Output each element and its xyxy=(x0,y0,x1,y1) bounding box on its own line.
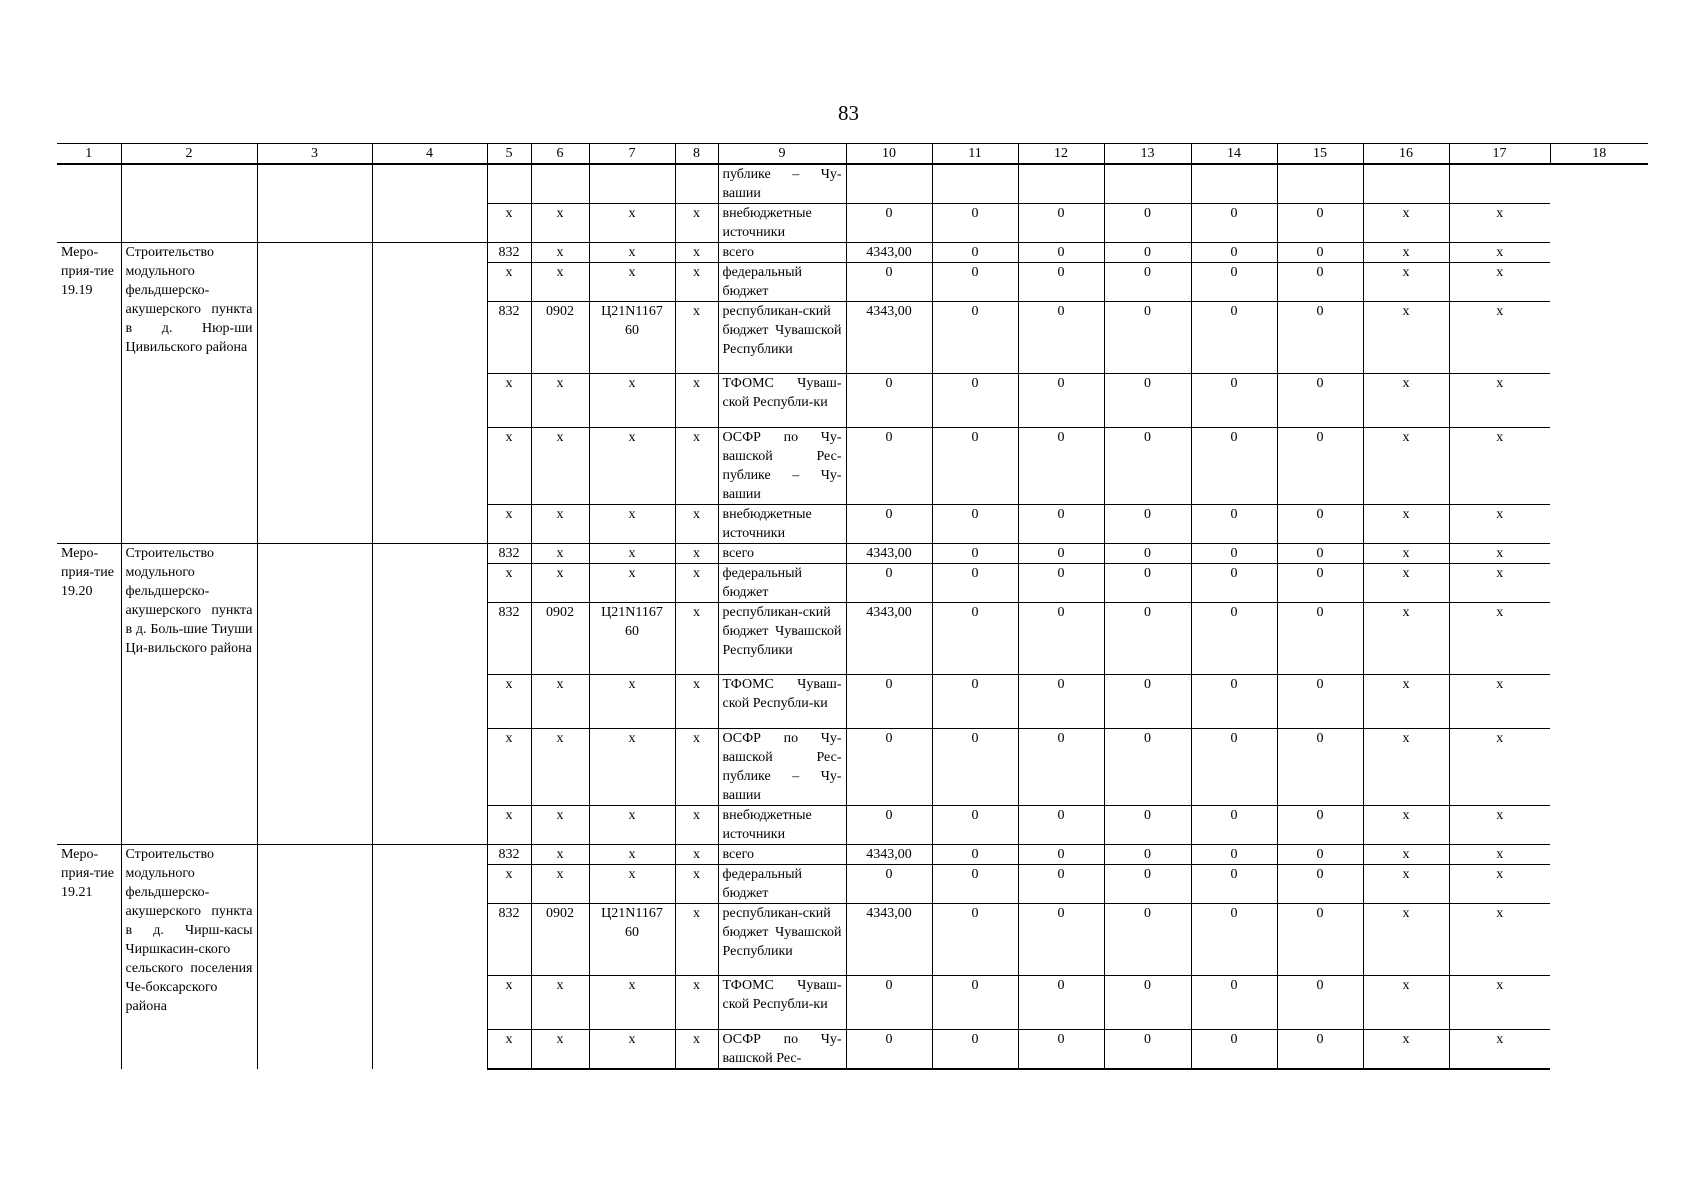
cell-col4 xyxy=(372,544,487,845)
cell-value-col17: х xyxy=(1449,302,1550,374)
cell-value-col13: 0 xyxy=(1104,806,1191,845)
cell-section: х xyxy=(531,505,589,544)
cell-value-col16: х xyxy=(1363,806,1449,845)
cell-value-col14: 0 xyxy=(1191,204,1277,243)
cell-expense-group: х xyxy=(675,544,718,564)
cell-value-col15: 0 xyxy=(1277,865,1363,904)
cell-value-col17: х xyxy=(1449,865,1550,904)
cell-grbs: х xyxy=(487,729,531,806)
cell-target-article: х xyxy=(589,263,675,302)
cell-value-col11 xyxy=(932,164,1018,204)
cell-value-col10 xyxy=(846,164,932,204)
cell-value-col12 xyxy=(1018,164,1104,204)
cell-grbs: х xyxy=(487,374,531,428)
cell-value-col10: 0 xyxy=(846,374,932,428)
cell-value-col15: 0 xyxy=(1277,806,1363,845)
cell-value-col12: 0 xyxy=(1018,675,1104,729)
cell-value-col12: 0 xyxy=(1018,806,1104,845)
cell-value-col15 xyxy=(1277,164,1363,204)
cell-col3 xyxy=(257,845,372,1070)
cell-section: х xyxy=(531,243,589,263)
column-header-15: 15 xyxy=(1277,144,1363,165)
column-header-18: 18 xyxy=(1550,144,1648,165)
cell-value-col14: 0 xyxy=(1191,675,1277,729)
cell-value-col11: 0 xyxy=(932,544,1018,564)
cell-funding-source: внебюджетные источники xyxy=(718,806,846,845)
cell-value-col17: х xyxy=(1449,374,1550,428)
cell-value-col13: 0 xyxy=(1104,564,1191,603)
cell-target-article: х xyxy=(589,806,675,845)
cell-value-col17: х xyxy=(1449,904,1550,976)
page-number: 83 xyxy=(838,101,859,125)
cell-value-col14: 0 xyxy=(1191,428,1277,505)
cell-grbs: х xyxy=(487,976,531,1030)
cell-value-col11: 0 xyxy=(932,865,1018,904)
table-row xyxy=(57,243,1648,263)
cell-col3 xyxy=(257,164,372,243)
table-row xyxy=(57,845,1648,865)
cell-value-col11: 0 xyxy=(932,243,1018,263)
column-header-17: 17 xyxy=(1449,144,1550,165)
cell-value-col10: 0 xyxy=(846,675,932,729)
cell-value-col14: 0 xyxy=(1191,263,1277,302)
table-row xyxy=(57,544,1648,564)
column-header-9: 9 xyxy=(718,144,846,165)
cell-value-col16: х xyxy=(1363,845,1449,865)
event-number: Меро-прия-тие 19.19 xyxy=(57,243,121,544)
cell-value-col12: 0 xyxy=(1018,263,1104,302)
cell-target-article: х xyxy=(589,675,675,729)
cell-value-col15: 0 xyxy=(1277,302,1363,374)
cell-value-col15: 0 xyxy=(1277,544,1363,564)
cell-section: х xyxy=(531,976,589,1030)
cell-value-col11: 0 xyxy=(932,904,1018,976)
cell-col1 xyxy=(57,164,121,243)
cell-value-col13: 0 xyxy=(1104,302,1191,374)
cell-value-col10: 0 xyxy=(846,976,932,1030)
cell-value-col13 xyxy=(1104,164,1191,204)
cell-value-col16: х xyxy=(1363,374,1449,428)
cell-value-col13: 0 xyxy=(1104,243,1191,263)
cell-grbs: 832 xyxy=(487,544,531,564)
cell-target-article: х xyxy=(589,1030,675,1070)
cell-value-col16: х xyxy=(1363,675,1449,729)
cell-section: х xyxy=(531,374,589,428)
cell-expense-group: х xyxy=(675,1030,718,1070)
cell-value-col10: 4343,00 xyxy=(846,544,932,564)
cell-target-article: х xyxy=(589,204,675,243)
cell-value-col17: х xyxy=(1449,675,1550,729)
cell-value-col10: 0 xyxy=(846,1030,932,1070)
cell-value-col11: 0 xyxy=(932,1030,1018,1070)
cell-section: х xyxy=(531,865,589,904)
cell-value-col11: 0 xyxy=(932,675,1018,729)
cell-value-col15: 0 xyxy=(1277,845,1363,865)
column-header-10: 10 xyxy=(846,144,932,165)
cell-value-col11: 0 xyxy=(932,806,1018,845)
column-header-13: 13 xyxy=(1104,144,1191,165)
cell-funding-source: ТФОМС Чуваш-ской Республи-ки xyxy=(718,976,846,1030)
cell-funding-source: ОСФР по Чу-вашской Рес-публике – Чу-вашии xyxy=(718,428,846,505)
cell-expense-group: х xyxy=(675,374,718,428)
cell-funding-source: ТФОМС Чуваш-ской Республи-ки xyxy=(718,675,846,729)
cell-grbs: х xyxy=(487,675,531,729)
cell-value-col10: 0 xyxy=(846,204,932,243)
cell-value-col16: х xyxy=(1363,544,1449,564)
cell-value-col10: 0 xyxy=(846,263,932,302)
cell-expense-group: х xyxy=(675,243,718,263)
cell-value-col13: 0 xyxy=(1104,428,1191,505)
cell-value-col14: 0 xyxy=(1191,865,1277,904)
column-header-1: 1 xyxy=(57,144,121,165)
cell-grbs xyxy=(487,164,531,204)
cell-section: х xyxy=(531,806,589,845)
cell-funding-source: федеральный бюджет xyxy=(718,564,846,603)
cell-value-col10: 4343,00 xyxy=(846,904,932,976)
cell-funding-source: всего xyxy=(718,845,846,865)
cell-value-col15: 0 xyxy=(1277,976,1363,1030)
column-header-12: 12 xyxy=(1018,144,1104,165)
cell-col4 xyxy=(372,164,487,243)
cell-value-col11: 0 xyxy=(932,302,1018,374)
cell-section: х xyxy=(531,675,589,729)
cell-grbs: 832 xyxy=(487,243,531,263)
cell-value-col12: 0 xyxy=(1018,428,1104,505)
cell-value-col16: х xyxy=(1363,976,1449,1030)
cell-value-col15: 0 xyxy=(1277,564,1363,603)
cell-funding-source: всего xyxy=(718,243,846,263)
cell-value-col13: 0 xyxy=(1104,845,1191,865)
cell-target-article: х xyxy=(589,374,675,428)
cell-target-article: х xyxy=(589,865,675,904)
cell-value-col10: 4343,00 xyxy=(846,243,932,263)
cell-funding-source: федеральный бюджет xyxy=(718,865,846,904)
cell-value-col12: 0 xyxy=(1018,904,1104,976)
cell-value-col13: 0 xyxy=(1104,505,1191,544)
cell-value-col14: 0 xyxy=(1191,544,1277,564)
cell-expense-group: х xyxy=(675,564,718,603)
cell-value-col16 xyxy=(1363,164,1449,204)
cell-expense-group: х xyxy=(675,603,718,675)
cell-expense-group: х xyxy=(675,806,718,845)
cell-value-col16: х xyxy=(1363,603,1449,675)
column-header-2: 2 xyxy=(121,144,257,165)
cell-section xyxy=(531,164,589,204)
cell-value-col10: 4343,00 xyxy=(846,845,932,865)
cell-expense-group: х xyxy=(675,729,718,806)
cell-value-col12: 0 xyxy=(1018,976,1104,1030)
cell-value-col11: 0 xyxy=(932,729,1018,806)
cell-value-col12: 0 xyxy=(1018,729,1104,806)
cell-value-col16: х xyxy=(1363,729,1449,806)
cell-funding-source: республикан-ский бюджет Чувашской Республики xyxy=(718,302,846,374)
cell-value-col10: 4343,00 xyxy=(846,302,932,374)
cell-value-col10: 0 xyxy=(846,564,932,603)
cell-section: 0902 xyxy=(531,904,589,976)
cell-value-col14: 0 xyxy=(1191,302,1277,374)
cell-grbs: 832 xyxy=(487,302,531,374)
cell-value-col12: 0 xyxy=(1018,1030,1104,1070)
cell-value-col14: 0 xyxy=(1191,806,1277,845)
event-name: Строительство модульного фельдшерско-акушерского пункта в д. Боль-шие Тиуши Ци-вильского района xyxy=(121,544,257,845)
cell-value-col15: 0 xyxy=(1277,243,1363,263)
cell-target-article xyxy=(589,164,675,204)
cell-col4 xyxy=(372,845,487,1070)
event-number: Меро-прия-тие 19.21 xyxy=(57,845,121,1070)
cell-value-col17: х xyxy=(1449,603,1550,675)
column-header-7: 7 xyxy=(589,144,675,165)
cell-value-col17: х xyxy=(1449,976,1550,1030)
cell-value-col12: 0 xyxy=(1018,505,1104,544)
cell-target-article: Ц21N1167 60 xyxy=(589,302,675,374)
cell-value-col17: х xyxy=(1449,564,1550,603)
cell-grbs: 832 xyxy=(487,603,531,675)
cell-value-col14: 0 xyxy=(1191,729,1277,806)
cell-value-col17: х xyxy=(1449,845,1550,865)
cell-value-col11: 0 xyxy=(932,428,1018,505)
cell-value-col13: 0 xyxy=(1104,263,1191,302)
cell-value-col17: х xyxy=(1449,729,1550,806)
cell-value-col11: 0 xyxy=(932,505,1018,544)
cell-value-col16: х xyxy=(1363,865,1449,904)
cell-value-col12: 0 xyxy=(1018,302,1104,374)
cell-value-col12: 0 xyxy=(1018,845,1104,865)
cell-value-col12: 0 xyxy=(1018,544,1104,564)
cell-value-col16: х xyxy=(1363,243,1449,263)
header-row xyxy=(57,144,1648,165)
cell-funding-source: публике – Чу-вашии xyxy=(718,164,846,204)
cell-value-col11: 0 xyxy=(932,603,1018,675)
cell-value-col11: 0 xyxy=(932,374,1018,428)
cell-value-col13: 0 xyxy=(1104,1030,1191,1070)
cell-section: х xyxy=(531,544,589,564)
cell-funding-source: республикан-ский бюджет Чувашской Республики xyxy=(718,603,846,675)
cell-value-col16: х xyxy=(1363,428,1449,505)
cell-value-col12: 0 xyxy=(1018,243,1104,263)
cell-target-article: Ц21N1167 60 xyxy=(589,603,675,675)
cell-value-col16: х xyxy=(1363,904,1449,976)
cell-grbs: 832 xyxy=(487,845,531,865)
cell-funding-source: всего xyxy=(718,544,846,564)
cell-value-col17 xyxy=(1449,164,1550,204)
cell-target-article: х xyxy=(589,729,675,806)
event-name: Строительство модульного фельдшерско-акушерского пункта в д. Нюр-ши Цивильского района xyxy=(121,243,257,544)
cell-funding-source: ТФОМС Чуваш-ской Республи-ки xyxy=(718,374,846,428)
cell-grbs: х xyxy=(487,263,531,302)
cell-section: х xyxy=(531,263,589,302)
cell-value-col13: 0 xyxy=(1104,976,1191,1030)
cell-value-col10: 0 xyxy=(846,729,932,806)
cell-expense-group: х xyxy=(675,845,718,865)
cell-value-col17: х xyxy=(1449,544,1550,564)
cell-value-col14: 0 xyxy=(1191,1030,1277,1070)
column-header-11: 11 xyxy=(932,144,1018,165)
cell-expense-group: х xyxy=(675,302,718,374)
cell-grbs: х xyxy=(487,564,531,603)
cell-value-col15: 0 xyxy=(1277,374,1363,428)
cell-section: х xyxy=(531,845,589,865)
cell-target-article: х xyxy=(589,544,675,564)
cell-value-col10: 0 xyxy=(846,806,932,845)
cell-value-col12: 0 xyxy=(1018,564,1104,603)
column-header-4: 4 xyxy=(372,144,487,165)
cell-value-col15: 0 xyxy=(1277,603,1363,675)
cell-col4 xyxy=(372,243,487,544)
cell-value-col16: х xyxy=(1363,505,1449,544)
cell-col2 xyxy=(121,164,257,243)
cell-value-col17: х xyxy=(1449,263,1550,302)
cell-expense-group: х xyxy=(675,865,718,904)
cell-value-col15: 0 xyxy=(1277,428,1363,505)
cell-value-col15: 0 xyxy=(1277,675,1363,729)
cell-section: 0902 xyxy=(531,302,589,374)
cell-value-col14: 0 xyxy=(1191,505,1277,544)
cell-value-col13: 0 xyxy=(1104,544,1191,564)
cell-funding-source: федеральный бюджет xyxy=(718,263,846,302)
cell-expense-group: х xyxy=(675,976,718,1030)
cell-target-article: х xyxy=(589,505,675,544)
cell-expense-group: х xyxy=(675,904,718,976)
cell-grbs: х xyxy=(487,204,531,243)
cell-value-col14: 0 xyxy=(1191,603,1277,675)
cell-value-col10: 0 xyxy=(846,428,932,505)
cell-value-col12: 0 xyxy=(1018,865,1104,904)
cell-value-col15: 0 xyxy=(1277,729,1363,806)
cell-value-col17: х xyxy=(1449,204,1550,243)
cell-section: х xyxy=(531,729,589,806)
cell-target-article: х xyxy=(589,428,675,505)
cell-value-col10: 0 xyxy=(846,505,932,544)
cell-value-col14: 0 xyxy=(1191,564,1277,603)
cell-grbs: х xyxy=(487,1030,531,1070)
cell-grbs: х xyxy=(487,806,531,845)
cell-expense-group: х xyxy=(675,505,718,544)
event-name: Строительство модульного фельдшерско-акушерского пункта в д. Чирш-касы Чиршкасин-ского сельского поселения Че-боксарского района xyxy=(121,845,257,1070)
cell-value-col13: 0 xyxy=(1104,729,1191,806)
cell-value-col17: х xyxy=(1449,806,1550,845)
column-header-6: 6 xyxy=(531,144,589,165)
column-header-8: 8 xyxy=(675,144,718,165)
column-header-5: 5 xyxy=(487,144,531,165)
cell-value-col13: 0 xyxy=(1104,374,1191,428)
cell-target-article: х xyxy=(589,243,675,263)
cell-value-col13: 0 xyxy=(1104,904,1191,976)
cell-value-col13: 0 xyxy=(1104,675,1191,729)
cell-value-col10: 4343,00 xyxy=(846,603,932,675)
cell-value-col15: 0 xyxy=(1277,505,1363,544)
cell-target-article: х xyxy=(589,976,675,1030)
cell-col3 xyxy=(257,544,372,845)
cell-expense-group: х xyxy=(675,675,718,729)
cell-target-article: х xyxy=(589,845,675,865)
cell-grbs: х xyxy=(487,865,531,904)
cell-value-col10: 0 xyxy=(846,865,932,904)
cell-value-col11: 0 xyxy=(932,976,1018,1030)
cell-value-col17: х xyxy=(1449,505,1550,544)
cell-value-col14: 0 xyxy=(1191,976,1277,1030)
cell-value-col17: х xyxy=(1449,243,1550,263)
cell-value-col15: 0 xyxy=(1277,263,1363,302)
cell-value-col11: 0 xyxy=(932,263,1018,302)
column-header-3: 3 xyxy=(257,144,372,165)
cell-value-col11: 0 xyxy=(932,845,1018,865)
cell-section: х xyxy=(531,428,589,505)
cell-value-col14: 0 xyxy=(1191,243,1277,263)
cell-value-col13: 0 xyxy=(1104,865,1191,904)
cell-value-col16: х xyxy=(1363,263,1449,302)
cell-value-col16: х xyxy=(1363,1030,1449,1070)
column-header-16: 16 xyxy=(1363,144,1449,165)
column-header-14: 14 xyxy=(1191,144,1277,165)
cell-funding-source: республикан-ский бюджет Чувашской Республики xyxy=(718,904,846,976)
cell-value-col11: 0 xyxy=(932,564,1018,603)
budget-table xyxy=(57,143,1648,1070)
cell-value-col13: 0 xyxy=(1104,603,1191,675)
cell-section: х xyxy=(531,1030,589,1070)
cell-section: 0902 xyxy=(531,603,589,675)
cell-value-col16: х xyxy=(1363,204,1449,243)
cell-grbs: х xyxy=(487,505,531,544)
cell-value-col17: х xyxy=(1449,428,1550,505)
cell-target-article: Ц21N1167 60 xyxy=(589,904,675,976)
event-number: Меро-прия-тие 19.20 xyxy=(57,544,121,845)
cell-expense-group xyxy=(675,164,718,204)
cell-funding-source: ОСФР по Чу-вашской Рес- xyxy=(718,1030,846,1070)
cell-value-col14 xyxy=(1191,164,1277,204)
table-row xyxy=(57,164,1648,204)
cell-funding-source: ОСФР по Чу-вашской Рес-публике – Чу-вашии xyxy=(718,729,846,806)
cell-value-col11: 0 xyxy=(932,204,1018,243)
cell-expense-group: х xyxy=(675,204,718,243)
cell-expense-group: х xyxy=(675,263,718,302)
cell-expense-group: х xyxy=(675,428,718,505)
cell-funding-source: внебюджетные источники xyxy=(718,505,846,544)
cell-value-col12: 0 xyxy=(1018,204,1104,243)
cell-funding-source: внебюджетные источники xyxy=(718,204,846,243)
cell-section: х xyxy=(531,564,589,603)
cell-grbs: х xyxy=(487,428,531,505)
cell-value-col15: 0 xyxy=(1277,1030,1363,1070)
cell-value-col16: х xyxy=(1363,302,1449,374)
cell-value-col16: х xyxy=(1363,564,1449,603)
cell-section: х xyxy=(531,204,589,243)
cell-grbs: 832 xyxy=(487,904,531,976)
cell-value-col13: 0 xyxy=(1104,204,1191,243)
cell-value-col12: 0 xyxy=(1018,603,1104,675)
cell-value-col14: 0 xyxy=(1191,904,1277,976)
cell-target-article: х xyxy=(589,564,675,603)
cell-value-col14: 0 xyxy=(1191,845,1277,865)
cell-value-col17: х xyxy=(1449,1030,1550,1070)
cell-value-col14: 0 xyxy=(1191,374,1277,428)
cell-col3 xyxy=(257,243,372,544)
cell-value-col12: 0 xyxy=(1018,374,1104,428)
cell-value-col15: 0 xyxy=(1277,904,1363,976)
cell-value-col15: 0 xyxy=(1277,204,1363,243)
